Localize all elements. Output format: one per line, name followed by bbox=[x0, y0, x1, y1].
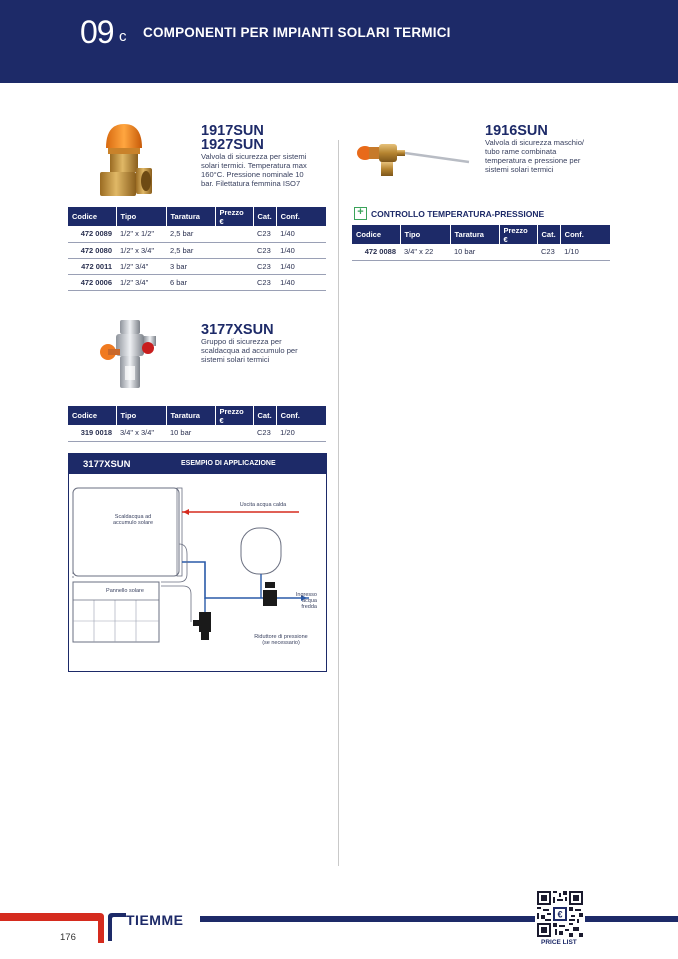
col-cat: Cat. bbox=[253, 406, 276, 425]
cell-codice: 319 0018 bbox=[68, 425, 116, 441]
col-taratura: Taratura bbox=[450, 225, 499, 244]
cell-taratura: 10 bar bbox=[166, 425, 215, 441]
footer-logo-shape bbox=[90, 913, 126, 945]
application-title: ESEMPIO DI APPLICAZIONE bbox=[181, 460, 276, 467]
col-tipo: Tipo bbox=[116, 207, 166, 226]
cell-codice: 472 0088 bbox=[352, 244, 400, 260]
application-diagram bbox=[69, 474, 325, 670]
label-cold-in: Ingresso bbox=[295, 592, 317, 598]
table-row bbox=[68, 242, 326, 258]
section-number: 09 bbox=[80, 14, 114, 50]
table-header-row bbox=[352, 225, 610, 244]
cell-tipo: 1/2" x 3/4" bbox=[116, 242, 166, 258]
col-cat: Cat. bbox=[537, 225, 560, 244]
cell-taratura: 2,5 bar bbox=[166, 242, 215, 258]
temperature-pressure-valve-image bbox=[355, 138, 473, 182]
col-codice: Codice bbox=[68, 406, 116, 425]
cell-prezzo bbox=[215, 226, 253, 242]
col-tipo: Tipo bbox=[400, 225, 450, 244]
col-codice: Codice bbox=[68, 207, 116, 226]
cell-codice: 472 0080 bbox=[68, 242, 116, 258]
product-table-3177 bbox=[68, 406, 326, 442]
col-conf: Conf. bbox=[276, 406, 326, 425]
product-description-1917: Valvola di sicurezza per sistemi solari termici. Temperatura max 160°C. Pressione nominale 10 bar. Filettatura femmina ISO7 bbox=[201, 152, 307, 188]
section-letter: c bbox=[119, 28, 127, 45]
product-code-3177: 3177XSUN bbox=[201, 322, 274, 338]
svg-text:€: € bbox=[557, 909, 563, 920]
product-code-1927: 1927SUN bbox=[201, 137, 264, 153]
cell-taratura: 2,5 bar bbox=[166, 226, 215, 242]
product-description-1916: Valvola di sicurezza maschio/ tubo rame combinata temperatura e pressione per sistemi solari termici bbox=[485, 138, 585, 174]
cell-cat: C23 bbox=[253, 274, 276, 290]
cell-taratura: 10 bar bbox=[450, 244, 499, 260]
cell-prezzo bbox=[499, 244, 537, 260]
cell-codice: 472 0011 bbox=[68, 258, 116, 274]
table-row bbox=[68, 258, 326, 274]
cell-prezzo bbox=[215, 242, 253, 258]
application-example bbox=[68, 453, 327, 672]
cell-codice: 472 0006 bbox=[68, 274, 116, 290]
cell-conf: 1/40 bbox=[276, 242, 326, 258]
table-header-row bbox=[68, 406, 326, 425]
table-header-row bbox=[68, 207, 326, 226]
plus-icon: + bbox=[354, 207, 367, 220]
col-prezzo: Prezzo € bbox=[215, 207, 253, 226]
qr-code-icon[interactable] bbox=[535, 889, 585, 939]
col-prezzo: Prezzo € bbox=[499, 225, 537, 244]
label-panel: Pannello solare bbox=[106, 588, 144, 594]
label-cold-in: acqua bbox=[302, 598, 317, 604]
product-code-1916: 1916SUN bbox=[485, 123, 548, 139]
cell-cat: C23 bbox=[253, 258, 276, 274]
label-heater: accumulo solare bbox=[112, 520, 154, 526]
cell-tipo: 3/4" x 3/4" bbox=[116, 425, 166, 441]
safety-group-image bbox=[98, 318, 162, 392]
column-divider bbox=[338, 140, 339, 866]
label-reducer: Riduttore di pressione bbox=[254, 634, 308, 640]
col-taratura: Taratura bbox=[166, 207, 215, 226]
control-label-text: CONTROLLO TEMPERATURA-PRESSIONE bbox=[371, 208, 545, 219]
col-taratura: Taratura bbox=[166, 406, 215, 425]
col-conf: Conf. bbox=[560, 225, 610, 244]
footer-blue-bar bbox=[200, 916, 678, 922]
cell-prezzo bbox=[215, 274, 253, 290]
cell-cat: C23 bbox=[253, 226, 276, 242]
label-heater: Scaldacqua ad bbox=[114, 514, 152, 520]
table-row bbox=[68, 274, 326, 290]
cell-conf: 1/40 bbox=[276, 226, 326, 242]
control-label bbox=[354, 207, 544, 220]
cell-conf: 1/40 bbox=[276, 274, 326, 290]
col-codice: Codice bbox=[352, 225, 400, 244]
footer-red-bar bbox=[0, 913, 98, 921]
cell-taratura: 6 bar bbox=[166, 274, 215, 290]
label-hot-out: Uscita acqua calda bbox=[239, 502, 287, 508]
cell-tipo: 1/2" 3/4" bbox=[116, 274, 166, 290]
product-description-3177: Gruppo di sicurezza per scaldacqua ad accumulo per sistemi solari termici bbox=[201, 337, 298, 364]
cell-codice: 472 0089 bbox=[68, 226, 116, 242]
cell-conf: 1/40 bbox=[276, 258, 326, 274]
cell-tipo: 3/4" x 22 bbox=[400, 244, 450, 260]
cell-prezzo bbox=[215, 425, 253, 441]
expansion-vessel bbox=[241, 528, 281, 574]
price-list-label: PRICE LIST bbox=[541, 939, 577, 946]
col-cat: Cat. bbox=[253, 207, 276, 226]
product-table-1916 bbox=[352, 225, 610, 261]
cell-cat: C23 bbox=[253, 242, 276, 258]
product-code-1917: 1917SUN bbox=[201, 123, 264, 139]
section-title: COMPONENTI PER IMPIANTI SOLARI TERMICI bbox=[143, 25, 451, 40]
page-header bbox=[0, 0, 678, 83]
cell-cat: C23 bbox=[253, 425, 276, 441]
page-number: 176 bbox=[60, 932, 76, 943]
safety-valve-image bbox=[96, 122, 156, 200]
pressure-reducer bbox=[263, 590, 277, 606]
heater-tank bbox=[73, 488, 179, 576]
application-code: 3177XSUN bbox=[83, 459, 131, 470]
brand-logo: TIEMME bbox=[126, 912, 184, 928]
cell-cat: C23 bbox=[537, 244, 560, 260]
cell-conf: 1/10 bbox=[560, 244, 610, 260]
cell-prezzo bbox=[215, 258, 253, 274]
cell-conf: 1/20 bbox=[276, 425, 326, 441]
col-conf: Conf. bbox=[276, 207, 326, 226]
product-table-1917 bbox=[68, 207, 326, 291]
cell-tipo: 1/2" x 1/2" bbox=[116, 226, 166, 242]
col-tipo: Tipo bbox=[116, 406, 166, 425]
table-row bbox=[68, 226, 326, 242]
label-cold-in: fredda bbox=[301, 604, 317, 610]
table-row bbox=[68, 425, 326, 441]
cell-taratura: 3 bar bbox=[166, 258, 215, 274]
col-prezzo: Prezzo € bbox=[215, 406, 253, 425]
cell-tipo: 1/2" 3/4" bbox=[116, 258, 166, 274]
label-reducer: (se necessario) bbox=[262, 640, 300, 646]
application-header bbox=[69, 454, 326, 474]
table-row bbox=[352, 244, 610, 260]
